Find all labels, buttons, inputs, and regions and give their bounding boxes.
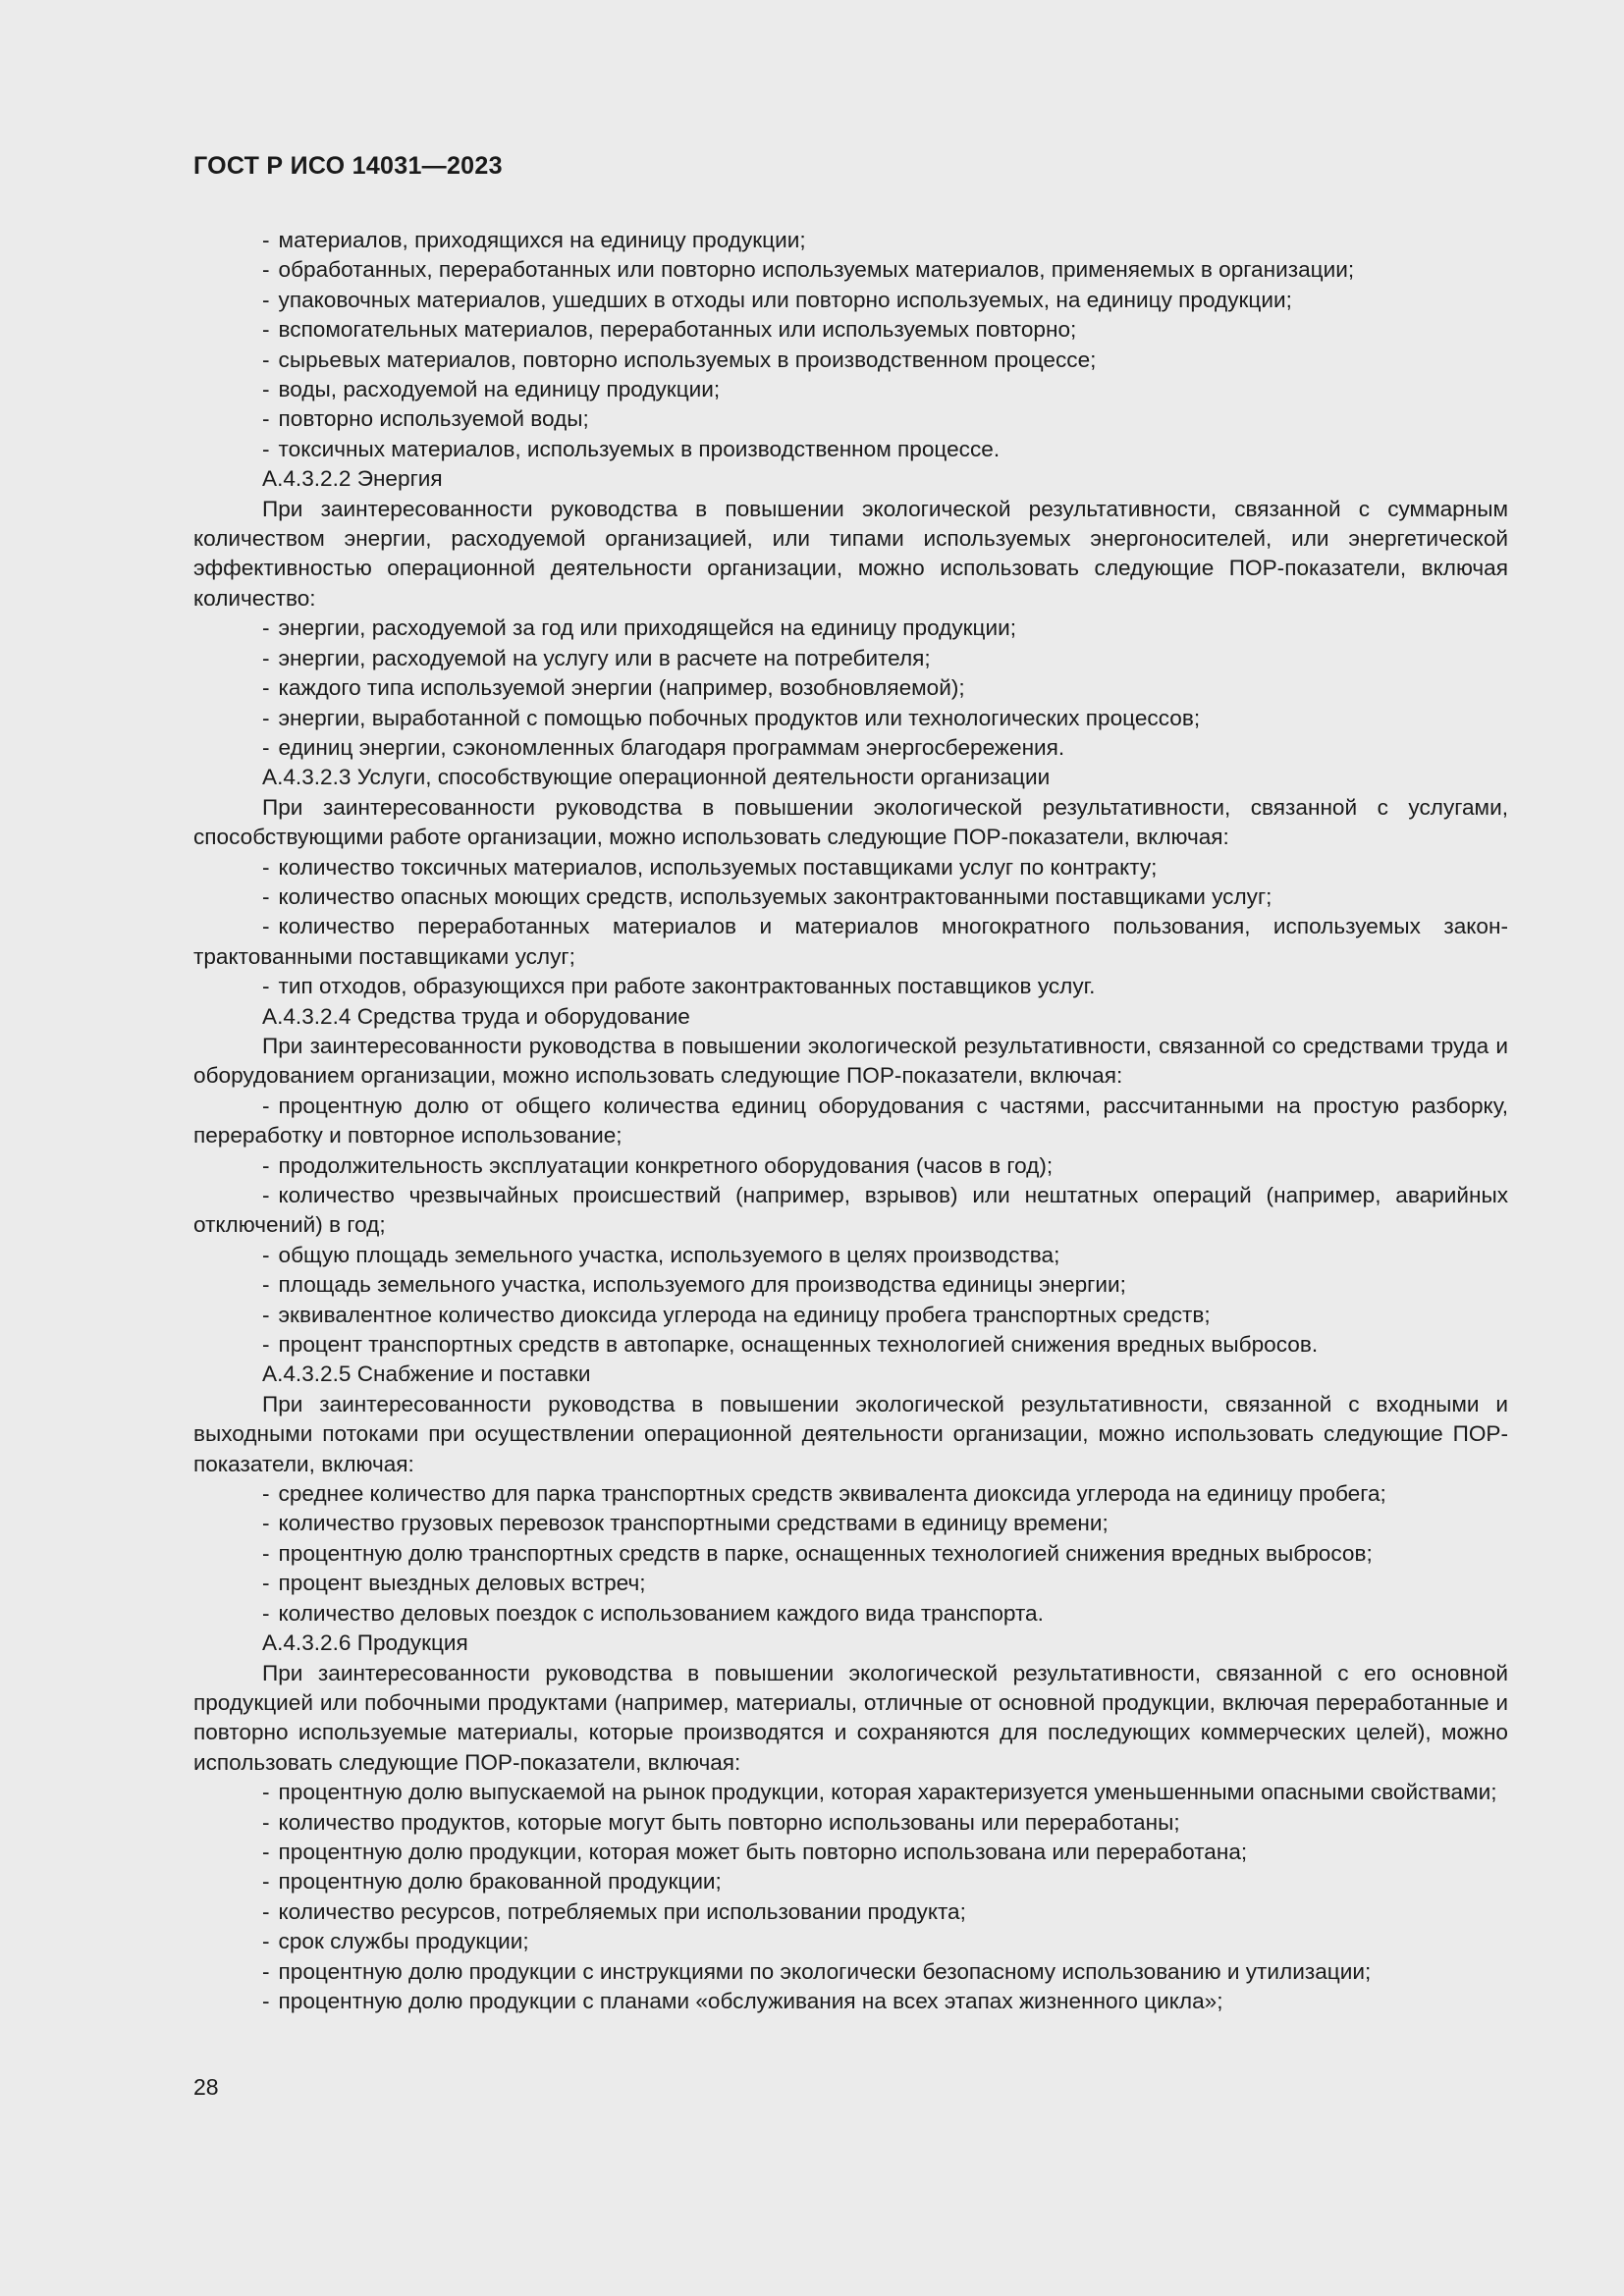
list-item [193,435,1508,464]
list-dash: - [262,675,270,701]
paragraph: При заинтересованности руководства в повышении экологической результативности, связанной с входными и выходными потоками при осуществлении операционной деятельности организации, можно использовать следующие ПОР-показатели, включая: [193,1391,1508,1476]
document-header: ГОСТ Р ИСО 14031—2023 [193,152,503,180]
list-item [193,1838,1508,1867]
paragraph: При заинтересованности руководства в повышении экологической результативности, связанной со средствами труда и оборудованием организации, можно использовать следующие ПОР-показатели, включая: [193,1033,1508,1089]
list-item [193,1778,1508,1807]
list-item [193,286,1508,315]
list-item-text: процентную долю продукции с планами «обслуживания на всех этапах жизненного цикла»; [278,1988,1223,2013]
list-item [193,1151,1508,1181]
list-item [193,1927,1508,1956]
list-dash: - [262,645,270,670]
list-item-text: количество чрезвычайных происшествий (например, взрывов) или нештатных операций (например, аварийных отключений) в год; [193,1183,1508,1238]
list-item-text: процентную долю от общего количества единиц оборудования с частями, рассчитанными на простую разборку, переработку и повторное использование; [193,1093,1508,1148]
list-dash: - [262,734,270,760]
list-dash: - [262,1809,270,1835]
paragraph: При заинтересованности руководства в повышении экологической результативности, связанной с его основной продукцией или побочными продуктами (например, материалы, отличные от основной продукции, включая переработанные и повторно используемые материалы, которые производятся и сохраняются для последующих коммерческих целей), можно использовать следующие ПОР-показатели, включая: [193,1660,1508,1775]
list-dash: - [262,1571,270,1596]
list-dash: - [262,854,270,880]
list-dash: - [262,1929,270,1954]
list-dash: - [262,317,270,343]
section-heading: А.4.3.2.6 Продукция [262,1630,468,1656]
section-heading: А.4.3.2.3 Услуги, способствующие операционной деятельности организации [262,765,1051,790]
list-item [193,315,1508,345]
list-item [193,1897,1508,1927]
list-dash: - [262,347,270,372]
list-item-text: процентную долю транспортных средств в парке, оснащенных технологией снижения вредных выбросов; [278,1540,1373,1566]
list-dash: - [262,406,270,432]
list-item-text: срок службы продукции; [278,1929,529,1954]
list-item [193,614,1508,643]
paragraph: При заинтересованности руководства в повышении экологической результативности, связанной с услугами, способствующими работе организации, можно использовать следующие ПОР-показатели, включая: [193,794,1508,850]
list-item [193,1957,1508,1987]
list-item-text: энергии, расходуемой на услугу или в расчете на потребителя; [278,645,931,670]
list-item-text: упаковочных материалов, ушедших в отходы или повторно используемых, на единицу продукции; [278,287,1292,312]
list-item [193,1987,1508,2016]
list-dash: - [262,377,270,402]
list-item-text: энергии, выработанной с помощью побочных продуктов или технологических процессов; [278,705,1201,730]
list-item [193,1509,1508,1538]
list-item [193,972,1508,1001]
list-item-text: единиц энергии, сэкономленных благодаря программам энергосбережения. [278,734,1065,760]
list-dash: - [262,615,270,641]
list-item-text: количество токсичных материалов, используемых поставщиками услуг по контракту; [278,854,1158,880]
list-item [193,404,1508,434]
list-dash: - [262,228,270,252]
list-item [193,882,1508,912]
list-item-text: общую площадь земельного участка, используемого в целях производства; [278,1242,1060,1267]
list-item [193,1241,1508,1270]
list-item [193,226,1508,255]
list-item [193,1301,1508,1330]
list-dash: - [262,1272,270,1298]
document-body [193,226,1508,2016]
list-item [193,1808,1508,1838]
list-item-text: количество грузовых перевозок транспортными средствами в единицу времени; [278,1511,1109,1536]
list-item [193,1181,1508,1241]
list-item [193,1569,1508,1598]
list-item-text: токсичных материалов, используемых в производственном процессе. [278,436,1001,461]
list-dash: - [262,1839,270,1864]
list-item-text: количество деловых поездок с использованием каждого вида транспорта. [278,1600,1044,1626]
list-item-text: энергии, расходуемой за год или приходящейся на единицу продукции; [278,615,1016,641]
page-number: 28 [193,2074,219,2100]
list-dash: - [262,1093,270,1118]
list-dash: - [262,1958,270,1984]
list-dash: - [262,1511,270,1536]
list-dash: - [262,705,270,730]
list-item [193,704,1508,733]
list-item [193,733,1508,763]
list-dash: - [262,1152,270,1178]
list-dash: - [262,436,270,461]
list-dash: - [262,1183,270,1207]
section-heading: А.4.3.2.4 Средства труда и оборудование [262,1003,690,1029]
list-item [193,375,1508,404]
list-item [193,673,1508,703]
list-item-text: среднее количество для парка транспортных средств эквивалента диоксида углерода на единицу пробега; [278,1481,1386,1507]
list-dash: - [262,257,270,283]
list-item [193,1539,1508,1569]
paragraph: При заинтересованности руководства в повышении экологической результативности, связанной с суммарным количеством энергии, расходуемой организацией, или типами используемых энергоносителей, или энергетической эффективностью операционной деятельности организации, можно использовать следующие ПОР-показатели, включая количество: [193,496,1508,611]
list-item [193,912,1508,972]
list-item-text: эквивалентное количество диоксида углерода на единицу пробега транспортных средств; [278,1302,1211,1327]
list-item-text: процент выездных деловых встреч; [278,1571,646,1596]
list-item-text: процентную долю продукции с инструкциями по экологически безопасному использованию и утилизации; [278,1958,1372,1984]
list-dash: - [262,1540,270,1566]
list-item-text: площадь земельного участка, используемого для производства единицы энергии; [278,1272,1126,1298]
list-dash: - [262,1481,270,1507]
list-item-text: количество ресурсов, потребляемых при использовании продукта; [278,1898,966,1924]
list-dash: - [262,1242,270,1267]
list-item-text: воды, расходуемой на единицу продукции; [278,377,721,402]
list-item-text: каждого типа используемой энергии (например, возобновляемой); [278,675,965,701]
list-dash: - [262,974,270,999]
list-dash: - [262,1302,270,1327]
section-heading: А.4.3.2.2 Энергия [262,466,443,492]
list-item-text: количество продуктов, которые могут быть повторно использованы или переработаны; [278,1809,1180,1835]
list-item-text: процентную долю продукции, которая может быть повторно использована или переработана; [278,1839,1248,1864]
list-item [193,1479,1508,1509]
list-item-text: процентную долю бракованной продукции; [278,1869,722,1895]
list-item [193,1330,1508,1360]
list-item-text: материалов, приходящихся на единицу продукции; [278,228,806,252]
list-item [193,644,1508,673]
list-item [193,1092,1508,1151]
list-dash: - [262,914,270,939]
list-item-text: процент транспортных средств в автопарке, оснащенных технологией снижения вредных выбросов. [278,1332,1319,1358]
list-item-text: процентную долю выпускаемой на рынок продукции, которая характеризуется уменьшенными опасными свойствами; [278,1780,1497,1805]
list-dash: - [262,1780,270,1805]
list-item [193,1599,1508,1629]
list-dash: - [262,1600,270,1626]
list-dash: - [262,1988,270,2013]
list-item [193,1270,1508,1300]
list-item-text: количество опасных моющих средств, используемых законтрактованными поставщиками услуг; [278,883,1272,909]
section-heading: А.4.3.2.5 Снабжение и поставки [262,1362,591,1387]
list-dash: - [262,1898,270,1924]
list-item-text: продолжительность эксплуатации конкретного оборудования (часов в год); [278,1152,1054,1178]
list-item [193,255,1508,285]
list-item-text: вспомогательных материалов, переработанных или используемых повторно; [278,317,1077,343]
list-item [193,1867,1508,1896]
list-item-text: обработанных, переработанных или повторно используемых материалов, применяемых в организации; [278,257,1355,283]
list-item-text: повторно используемой воды; [278,406,589,432]
list-dash: - [262,883,270,909]
list-dash: - [262,1332,270,1358]
list-item [193,853,1508,882]
list-dash: - [262,1869,270,1895]
list-item-text: тип отходов, образующихся при работе законтрактованных поставщиков услуг. [278,974,1096,999]
list-item-text: количество переработанных материалов и материалов многократного пользования, используемых законтрактованными поставщиками услуг; [193,914,1508,969]
list-item-text: сырьевых материалов, повторно используемых в производственном процессе; [278,347,1097,372]
list-item [193,346,1508,375]
list-dash: - [262,287,270,312]
